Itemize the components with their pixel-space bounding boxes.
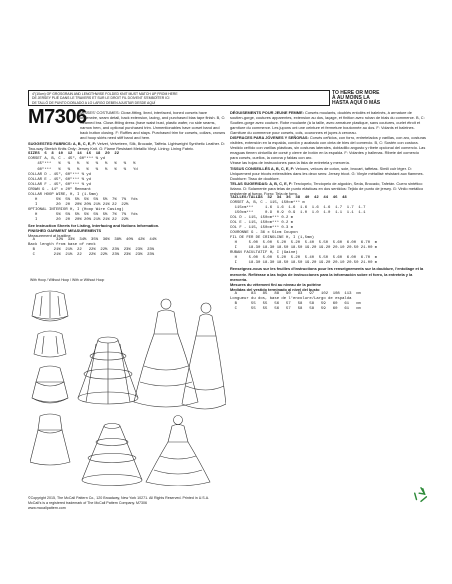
metric-row: CORSET A, B, C - 115, 150cm*** m (230, 200, 305, 205)
yardage-row: CORSET A, B, C - 45", 60"*** % yd (28, 157, 106, 162)
metric-size-header: TAILLES/TALLAS 32 34 36 38 40 42 44 46 48 (230, 195, 347, 200)
illustration-caption: With Hoop / Without Hoop / With or Without Hoop (30, 278, 105, 282)
corset-a-drawing (32, 291, 68, 321)
metric-row: RUBAN FACULTATIF H, I (Gaine) (230, 251, 298, 256)
paragraph-text: Corsés ceñidos, con forro, entretelados y varillas, con aro, costuras visibles, extensión en la espalda, cordón y acabado con cinta de bies del comercio. B, C: Sostén con costura. Vestido ceñido con varillas plásticas, sin costuras laterales, dobladillo angosto y ribete opcional del comercio. Las enaguas tienen cinturilla de corsé y cierre de botón en la espalda. F: Volantes y ballenas. Ribete del comercio para corsés, cuellos, la corona y faldas con aro. (230, 135, 426, 161)
paragraph-text: Véase las hojas de instrucciones para la lista de entretela y mercería. (230, 160, 350, 166)
recycle-icon (412, 486, 430, 504)
paragraph-text: Corsets moulants, doublés entoilés et baleinés, à armature de soutien-gorge, coutures apparentes, extension au dos, laçage, et finition avec ruban de biais du commerce. B, C: Soutien-gorge avec couture. Robe moulante (à la taille, avec armature plastique, sans coutures, ourlet étroit et garniture du commerce. Les jupons ont une ceinture et fermeture boutonnée au dos. F: Volants et baleines. Garniture du commerce pour corsets, cols, couronnes et jupes à cerceau. (230, 110, 425, 136)
yardage-row: COLLAR D - 45", 60"*** % yd (28, 172, 92, 177)
fabrics-heading: SUGGESTED FABRICS: A, B, C, E, F: (28, 141, 97, 147)
yardage-row: I 20 20 20% 20% 21% 21% 22 22% (28, 202, 129, 207)
measurement-row: Back length from base of neck (28, 243, 96, 248)
metric-row: COL F - 115, 150cm*** 0.3 m (230, 226, 294, 231)
banner-right-line: À AU MOINS LA (332, 94, 370, 101)
metric-yardage-table (230, 201, 426, 267)
metric-row: I 18.30 18.30 18.50 18.50 19.20 19.20 20.10 20.50 21.00 m (230, 261, 378, 266)
measure-row: B 55 55 56 57 58 58 59 60 61 cm (230, 301, 361, 306)
yardage-row: H 5% 5% 5% 5% 5% 5% 7% 7% Yds (28, 212, 138, 217)
measure-row: Longueur du dos, base de l'encolure/Largo de espalda (230, 296, 352, 301)
costume-g-drawing (146, 416, 210, 487)
paragraph-fr-costumes (230, 110, 426, 135)
metric-row: 150cm*** 0.9 0.9 0.9 1.0 1.0 1.0 1.1 1.1 1.1 (230, 210, 366, 215)
copyright-footer (28, 496, 426, 518)
pattern-number: M7306 (28, 106, 87, 128)
banner-right-line: HASTA AQUÍ O MÁS (332, 99, 381, 106)
paragraph-fr-fabrics (230, 166, 426, 181)
finished-measurements-heading: FINISHED GARMENT MEASUREMENTS (28, 228, 102, 234)
metric-row: H 5.00 5.00 5.20 5.20 5.40 5.50 5.60 6.00 6.70 m (230, 256, 378, 261)
measure-heading-fr: Mesures du vêtement fini au niveau de la poitrine (230, 281, 322, 287)
measurement-label: Measurement at bustline (28, 233, 71, 239)
costume-f-drawing (182, 303, 226, 409)
hoop-skirt-i-drawing (82, 424, 142, 486)
paragraph-text: Terciopelo, Terciopelo de algodón, Seda, Brocado, Tafetán. Cuero sintético liviano. D: Solamente para telas de punto elásticas en dos sentidos: Tejido de punto de jersey. G: Vinilo metálico resistente al fuego. Forro: Tela de forro. (230, 180, 424, 196)
french-spanish-column (230, 110, 426, 486)
notice-instructions: Renseignez-vous sur les feuilles d'instructions pour les renseignements sur la doublure, l'entoilage et la mercerie. Refiérase a las hojas de instrucciones para la información sobre el forro, la entretela y la mercería. (230, 266, 424, 282)
paragraph-heading: DISFRACES PARA JÓVENES Y SEÑORAS: (230, 135, 310, 141)
yardage-row: 60"*** % % % % % % % % Yd (28, 167, 138, 172)
fabrics-paragraph (28, 141, 226, 151)
yardage-row: 45"*** % % % % % % % % % (28, 162, 136, 167)
measure-row: A 83 85 88 90 93 97 102 108 113 cm (230, 291, 361, 296)
corset-b-drawing (34, 331, 66, 357)
yardage-row: COLLAR E - 45", 60"*** % yd (28, 177, 92, 182)
trademark-text: McCall's is a registered trademark of The McCall Pattern Company. M7306 (28, 500, 147, 505)
banner-line: 4"(10cm) OF GROSGRAIN AND LENGTHWISE FOLDED KNIT MUST MATCH UP FROM HERE (32, 91, 178, 96)
measure-row: C 55 55 56 57 58 58 59 60 61 cm (230, 306, 361, 311)
costume-e-drawing (134, 299, 198, 407)
yardage-row: H 5% 5% 5% 5% 5% 5% 7% 7% Yds (28, 197, 138, 202)
banner-right (330, 90, 422, 106)
metric-row: COURONNE G - 36 x 51cm Coupon (230, 231, 298, 236)
size-header: SIZES 6 8 10 12 14 16 18 20 22 (28, 152, 120, 157)
dress-d-drawing (30, 414, 70, 465)
yardage-table (28, 157, 226, 223)
paragraph-heading: TISSUS CONSEILLÉS A, B, C, E, F: (230, 165, 296, 171)
banner-right-line: TO HERE OR MORE (332, 89, 380, 96)
measurement-row: C 21% 21% 22 22% 22% 23% 23% 23% 23% (28, 253, 155, 258)
metric-row: I 18.30 18.30 18.50 18.50 19.20 19.20 20.10 20.50 21.00 m (230, 246, 378, 251)
yardage-row: I 20 20 20% 20% 21% 21% 22 22% (28, 217, 129, 222)
measurement-row: B 21% 21% 22 22% 22% 23% 23% 23% 23% (28, 248, 155, 253)
garment-illustrations (30, 286, 226, 486)
website-text: www.mccallpattern.com (28, 505, 66, 510)
paragraph-heading: DÉGUISEMENTS POUR JEUNE FEMME: (230, 110, 306, 115)
see-instructions: See Instruction Sheets for Listing, Interfacing and Notions Information. (28, 223, 160, 229)
banner-line: DE TALLÓ DE PUNTO DOBLADO A LO LARGO DEBEN AJUSTAR DESDE AQUÍ (32, 101, 156, 106)
metric-row: FIL DE FER DE CRINOLINE H, I (1,5mm) (230, 236, 315, 241)
petticoat-c-drawing (32, 366, 68, 403)
measurement-row: A 32% 33% 34% 35% 36% 38% 40% 42% 44% (28, 238, 157, 243)
grosgrain-guide-banner (28, 90, 330, 106)
costume-description: MISSES' COSTUMES: Close-fitting, lined, interfaced, boned corsets have underwire, seam detail, back extension, lacing, and purchased bias tape finish. B, C: Seamed bra. Close-fitting dress (have waist bust, plastic wafer, no side seams, narrow hem, and optional purchased trim. Unmentionables have corset band and back button closing. F: Ruffles and stays. Purchased trim for corsets, collars, crowns and hoop skirts need stiff band and hem. (80, 110, 226, 141)
yardage-row: CROWN G - 14" x 20" Remnant (28, 187, 92, 192)
yardage-row: COLLAR HOOP WIRE, H, I (1.5mm) (28, 192, 99, 197)
english-column (28, 110, 226, 280)
copyright-text: ©Copyright 2015, The McCall Pattern Co., 120 Broadway, New York 10271. All Rights Reserved. Printed in U.S.A. (28, 496, 210, 500)
fabrics-text: Velvet, Velveteen, Silk, Brocade, Taffeta. Lightweight Synthetic Leather. D: Two-way Stretch Knits Only: Jersey Knit. G: Flame Resistant Metallic Vinyl. Lining: Lining Fabric. (28, 141, 225, 152)
paragraph-es-costumes (230, 135, 426, 160)
metric-row: COL D - 115, 150cm*** 0.2 m (230, 215, 294, 220)
hoop-skirt-h-drawing (78, 337, 138, 404)
metric-row: H 5.00 5.00 5.20 5.20 5.40 5.50 5.60 6.00 6.70 m (230, 241, 378, 246)
yardage-row: COLLAR F - 45", 60"*** % yd (28, 182, 92, 187)
measure-heading-es: Medidas del vestido terminado al nivel del busto (230, 286, 320, 292)
metric-row: COL E - 115, 150cm*** 0.2 m (230, 221, 294, 226)
paragraph-es-fabrics (230, 181, 426, 196)
paragraph-text: Velours, velours de coton, soie, brocart, taffetas. Simili cuir léger. D: Uniquement pour tricots extensibles dans les deux sens: Jersey tricot. G: Vinyle métallisé résistant aux flammes. Doublure: Tissu de doublure. (230, 165, 424, 181)
metric-row: 115cm*** 1.6 1.6 1.6 1.6 1.6 1.6 1.7 1.7 1.7 (230, 205, 366, 210)
banner-line: DE JERSEY PLIÉ DANS LE TRAVERS ET SUR LE DROIT FIL DOIVENT S'EMBOÎTER ICI (32, 96, 170, 101)
paragraph-heading: TELAS SUGERIDAS: A, B, C, E, F: (230, 180, 294, 186)
yardage-row: OPTIONAL INTERIOR H, I (Hoop Wire Casing) (28, 207, 124, 212)
